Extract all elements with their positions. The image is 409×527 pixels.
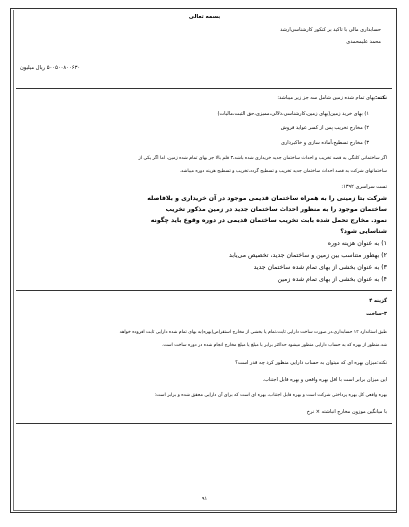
- question-line-1: شرکت بتا زمینی را به همراه ساختمان قدیمی موجود در آن خریداری و بلافاصله: [147, 195, 387, 202]
- note1: [277, 95, 387, 101]
- note1-item-1: ۱) بهای خرید زمین(بهای زمین،کارشناسی،دلالی،ممیزی،حق الثبت،مالیات): [217, 111, 369, 117]
- note1-item-2: ۲) مخارج تخریب پس از کسر عواید فروش: [280, 125, 369, 131]
- page-number: ۹۱: [201, 496, 208, 502]
- note1-para-2: ساختمانهای شرکت به قصد احداث ساختمان جدید تخریب و تسطیح گردد،تخریب و تسطیح هزینه دوره میباشد.: [179, 169, 387, 174]
- note1-text: بهای تمام شده زمین شامل سه جز زیر میباشد:: [277, 95, 376, 101]
- question-line-4: شناسایی شود؟: [340, 228, 387, 235]
- answer-para-2: شد.منظور از بهره که به حساب دارایی منظور میشود حداکثر برابر با مبلغ یا مبلغ مخارج انجام شده در دوره ساخت است.: [161, 343, 387, 348]
- question-line-2: ساختمان موجود را به منظور احداث ساختمان جدید در زمین مذکور تخریب: [165, 206, 387, 213]
- option-4: ۴) به عنوان بخشی از بهای تمام شده زمین: [277, 276, 387, 283]
- option-2: ۲) بهطور متناسب بین زمین و ساختمان جدید، تخصیص می‌یابد: [228, 252, 387, 259]
- note2-question: نکته:میزان بهره ای که میتوان به حساب دارایی منظور کرد چه قدر است؟: [235, 360, 387, 366]
- divider: [16, 290, 392, 291]
- page-inner-border: [13, 10, 396, 511]
- divider: [16, 88, 392, 89]
- question-source: تست سراسری ۱۳۹۲:: [341, 184, 387, 190]
- header-author: محمد علیمحمدی: [346, 39, 381, 45]
- note2-line-1: این میزان برابر است با اقل بهره واقعی و بهره قابل اجتناب.: [262, 377, 387, 383]
- note2-line-3: با میانگین موزون مخارج انباشته × نرخ: [306, 409, 387, 415]
- answer-label: گزینه ۴: [369, 298, 387, 304]
- note1-label: نکته:: [375, 95, 387, 101]
- answer-para-1: طبق استاندارد ۱۳ حسابداری،در صورت ساخت دارایی ثابت،تمام یا بخشی از مخارج استقراض(بهره)به بهای تمام شده دارایی ثابت افزوده خواهد: [119, 330, 387, 335]
- option-3: ۳) به عنوان بخشی از بهای تمام شده ساختمان جدید: [253, 264, 387, 271]
- question-line-3: نمود. مخارج تحمل شده بابت تخریب ساختمان قدیمی در دوره وقوع باید چگونه: [150, 217, 387, 224]
- header-amount: ۵۰۰۵۰۰۸۰۰۶۳۰ ریال میلیون: [20, 65, 81, 71]
- option-1: ۱) به عنوان هزینه دوره: [327, 240, 387, 247]
- note1-item-3: ۳) مخارج تسطیح،آماده سازی و خاکبرداری: [280, 140, 369, 146]
- header-title: بسمه تعالی: [188, 14, 221, 20]
- note1-para-1: اگر ساختمانی کلنگی به قصد تخریب و احداث ساختمان جدید خریداری شده باشد،۳ قلم بالا جز بهای تمام شده زمین، اما اگر یکی از: [138, 156, 387, 161]
- header-subject: حسابداری مالی با تاکید بر کنکور کارشناسی‌ارشد: [280, 27, 381, 33]
- note2-line-2: بهره واقعی کل بهره پرداختی شرکت است و بهره قابل اجتناب، بهره ای است که برای آن دارایی محقق شده و برابر است:: [154, 393, 387, 398]
- divider: [16, 423, 392, 424]
- section-title: ۳-ساخت: [366, 311, 387, 317]
